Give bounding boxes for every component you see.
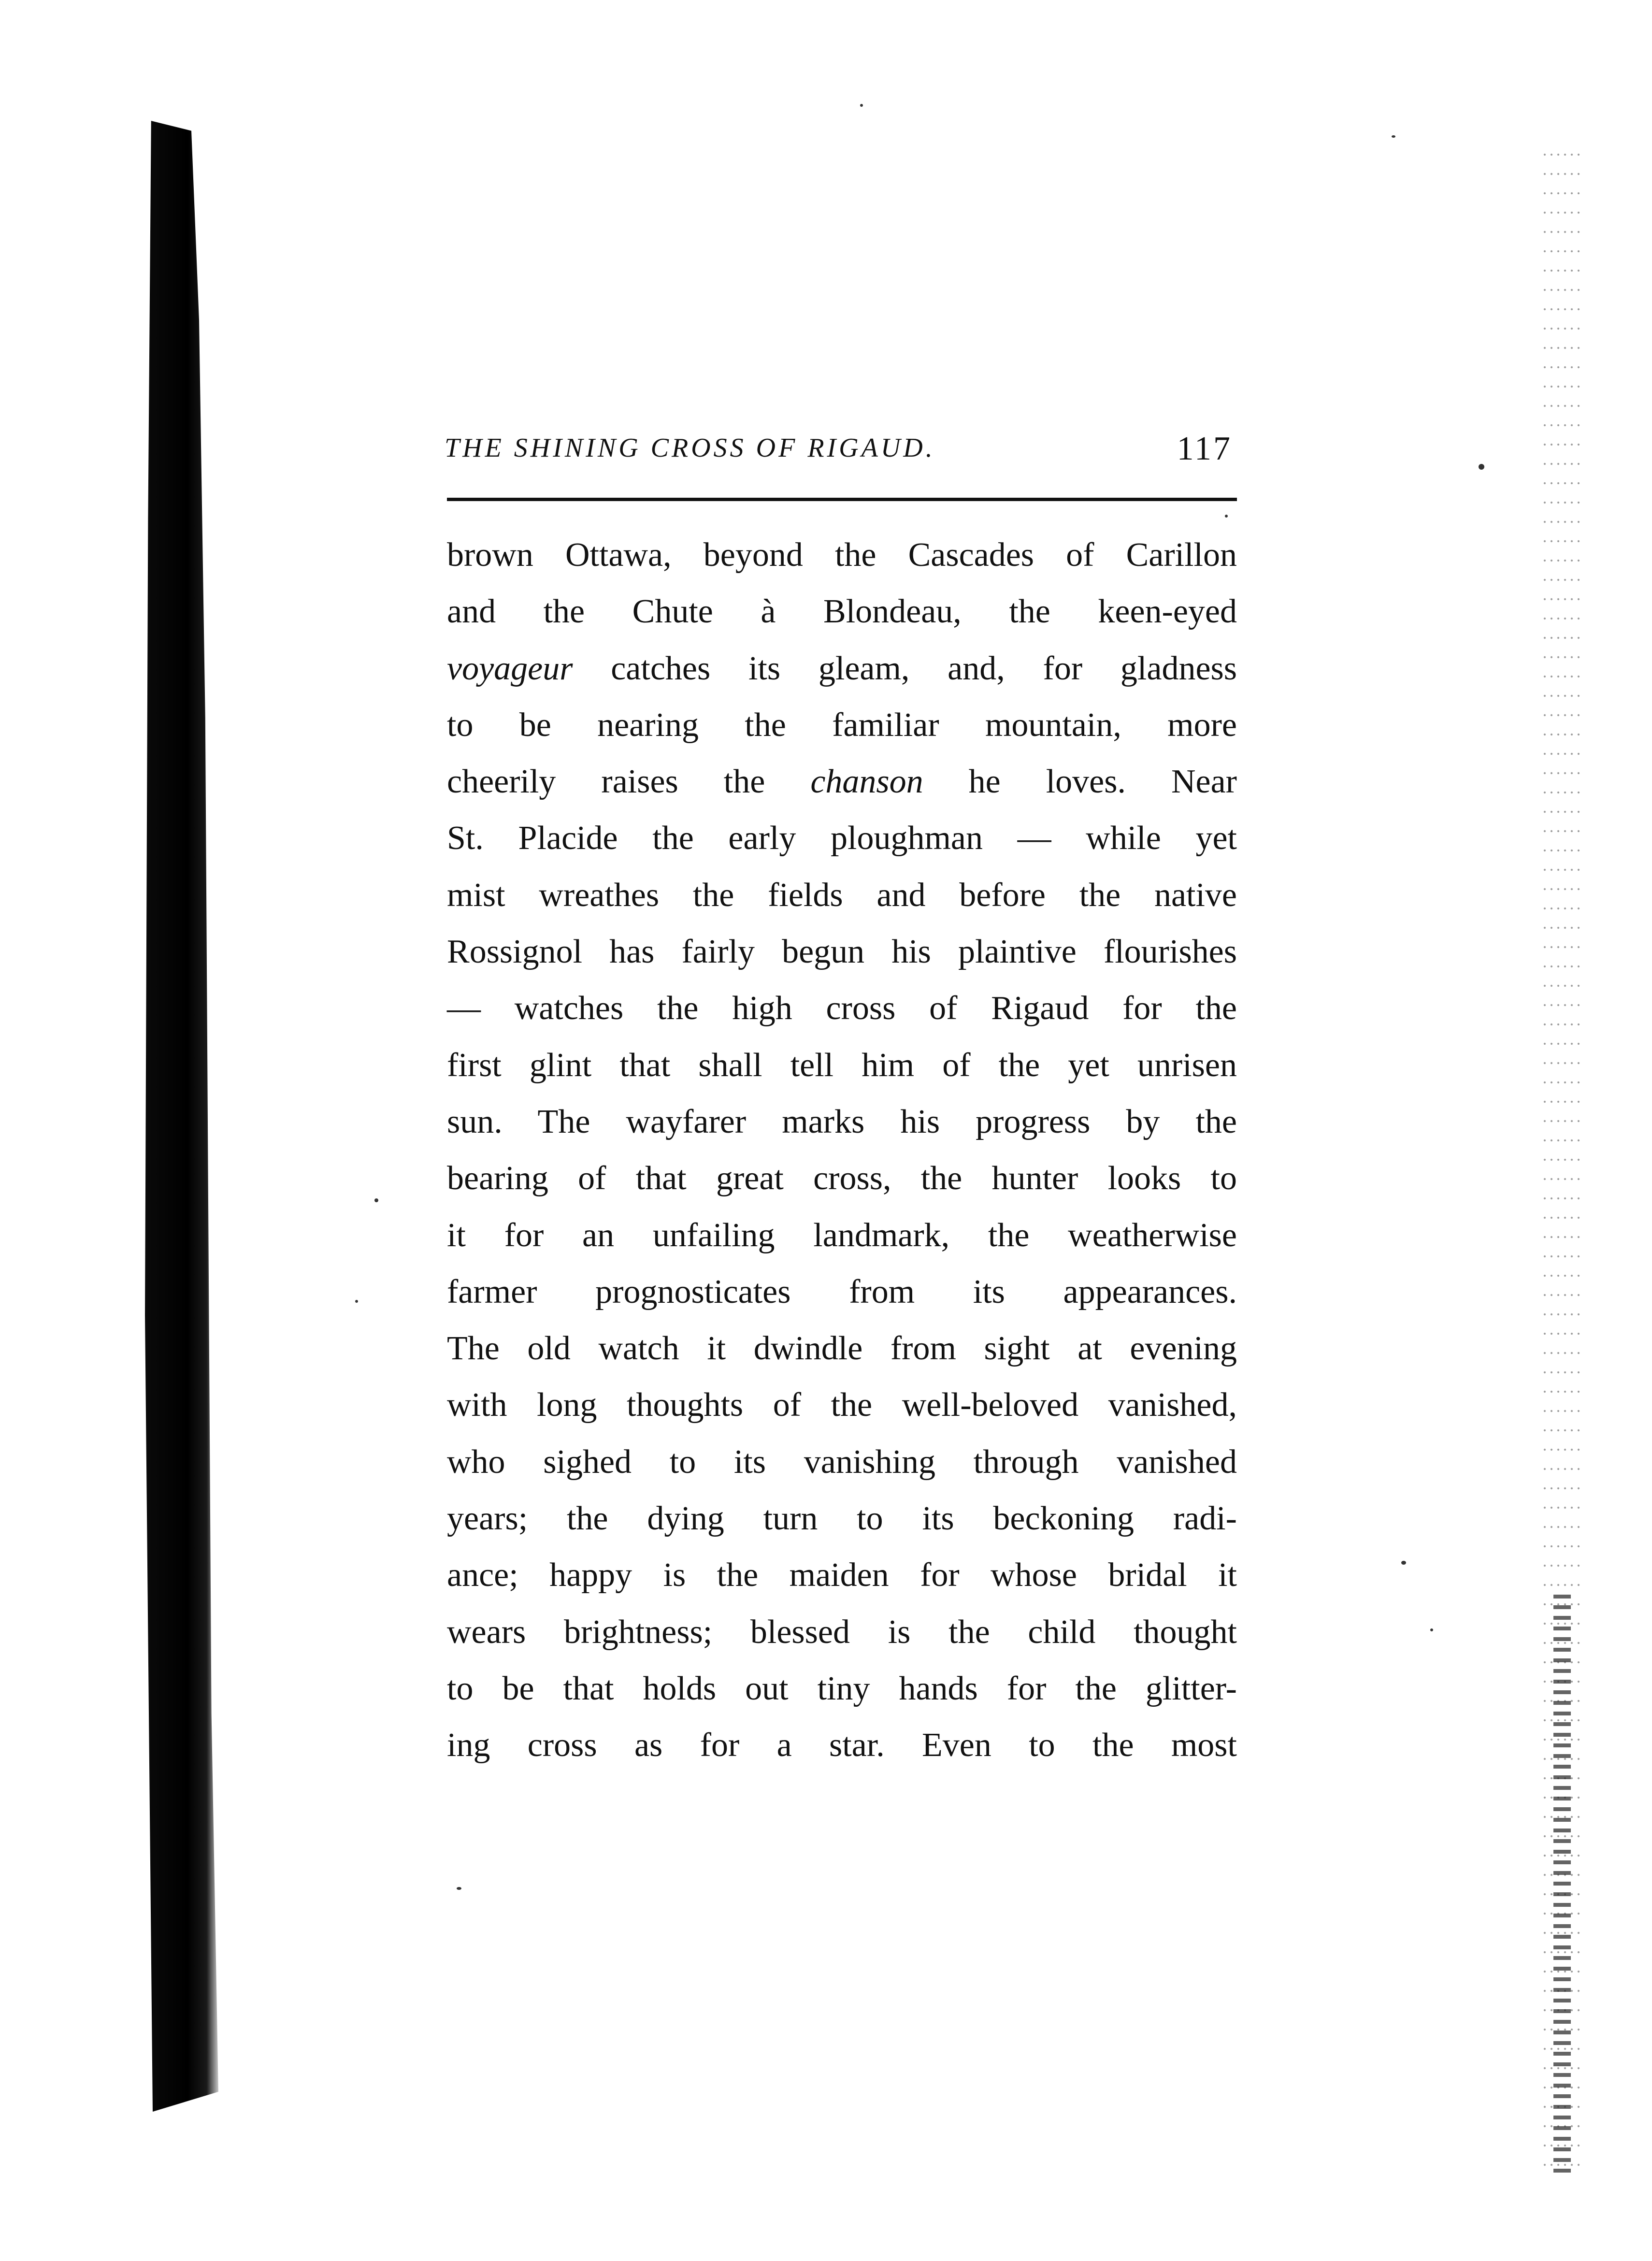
- text-line: voyageur catches its gleam, and, for gladness: [447, 649, 1237, 687]
- scan-speck: [1401, 1561, 1406, 1565]
- text-line: — watches the high cross of Rigaud for the: [447, 990, 1237, 1027]
- body-text: [447, 527, 1237, 1774]
- text-line: ing cross as for a star. Even to the most: [447, 1727, 1237, 1764]
- text-line: to be that holds out tiny hands for the glitter-: [447, 1670, 1237, 1707]
- text-line: wears brightness; blessed is the child thought: [447, 1613, 1237, 1651]
- page-edge-dark: [1553, 1595, 1571, 2175]
- text-line: ance; happy is the maiden for whose bridal it: [447, 1556, 1237, 1594]
- scan-speck: [355, 1300, 358, 1303]
- text-line: brown Ottawa, beyond the Cascades of Carillon: [447, 536, 1237, 574]
- text-line: The old watch it dwindle from sight at evening: [447, 1330, 1237, 1368]
- text-line: mist wreathes the fields and before the native: [447, 876, 1237, 914]
- text-line: first glint that shall tell him of the yet unrisen: [447, 1046, 1237, 1084]
- text-line: to be nearing the familiar mountain, more: [447, 706, 1237, 744]
- text-line: it for an unfailing landmark, the weatherwise: [447, 1216, 1237, 1254]
- text-line: who sighed to its vanishing through vanished: [447, 1443, 1237, 1481]
- text-line: with long thoughts of the well-beloved vanished,: [447, 1386, 1237, 1424]
- text-line: Rossignol has fairly begun his plaintive flourishes: [447, 933, 1237, 971]
- scan-speck: [1392, 135, 1395, 138]
- scan-speck: [1479, 464, 1484, 470]
- text-line: farmer prognosticates from its appearances.: [447, 1273, 1237, 1311]
- text-line: and the Chute à Blondeau, the keen-eyed: [447, 593, 1237, 631]
- header-rule: [447, 498, 1237, 501]
- running-header: [445, 432, 1237, 481]
- scan-speck: [1225, 515, 1228, 518]
- text-line: cheerily raises the chanson he loves. Near: [447, 763, 1237, 801]
- text-line: sun. The wayfarer marks his progress by the: [447, 1103, 1237, 1140]
- gutter-shadow: [145, 121, 222, 2112]
- text-line: years; the dying turn to its beckoning radi-: [447, 1500, 1237, 1538]
- text-line: bearing of that great cross, the hunter looks to: [447, 1160, 1237, 1197]
- scan-speck: [1430, 1628, 1433, 1631]
- scan-speck: [457, 1887, 461, 1890]
- scan-speck: [860, 104, 863, 107]
- page-number: 117: [1177, 430, 1232, 467]
- running-title: THE SHINING CROSS OF RIGAUD.: [445, 433, 935, 463]
- scan-speck: [374, 1198, 378, 1202]
- text-line: St. Placide the early ploughman — while yet: [447, 820, 1237, 857]
